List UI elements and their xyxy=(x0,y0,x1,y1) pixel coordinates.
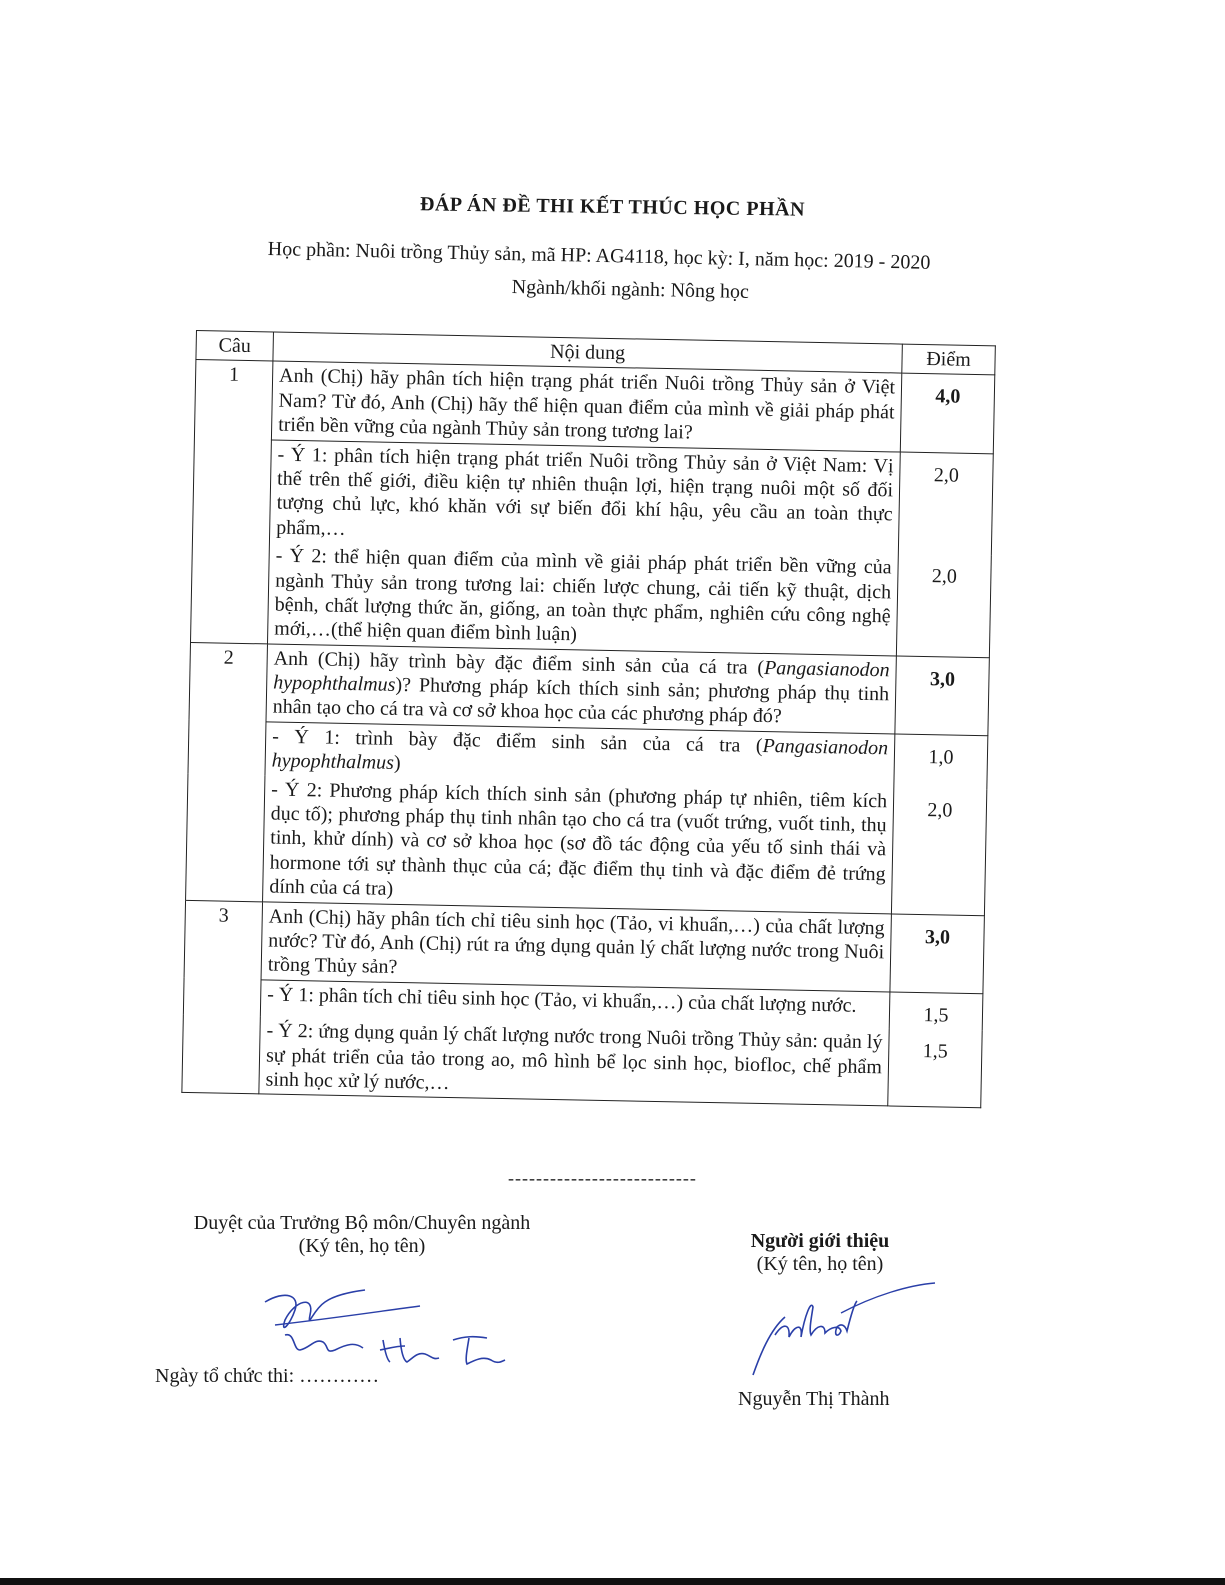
question-text: Anh (Chị) hãy trình bày đặc điểm sinh sản của cá tra (Pangasianodon hypophthalmus)? Phương pháp kích thích sinh sản; phương pháp thụ tinh nhân tạo cho cá tra và cơ sở khoa học của các phương pháp đó? xyxy=(266,644,896,734)
introducer-name: Nguyễn Thị Thành xyxy=(738,1388,890,1410)
header-noi-dung: Nội dung xyxy=(273,332,902,373)
answer-text: - Ý 2: thể hiện quan điểm của mình về giải pháp phát triển bền vững của ngành Thủy sản trong tương lai: chiến lược chung, cải tiến kỹ thuật, dịch bệnh, chất lượng thức ăn, giống, an toàn thực phẩm, nghiên cứu công nghệ mới,…(thể hiện quan điểm bình luận) xyxy=(267,542,898,656)
introducer-title: Người giới thiệu xyxy=(750,1230,890,1252)
table-row xyxy=(191,540,992,657)
approval-block xyxy=(162,1212,562,1258)
question-number: 2 xyxy=(186,642,268,901)
scan-edge-bar xyxy=(0,1578,1225,1585)
header-diem: Điểm xyxy=(902,344,996,375)
introducer-block xyxy=(720,1230,920,1276)
answer-text: - Ý 2: ứng dụng quản lý chất lượng nước trong Nuôi trồng Thủy sản: quản lý sự phát triển của tảo trong ao, mô hình bể lọc sinh học, biofloc, chế phẩm sinh học xử lý nước,… xyxy=(259,1017,889,1107)
separator-line: --------------------------- xyxy=(508,1168,697,1188)
question-text: Anh (Chị) hãy phân tích hiện trạng phát triển Nuôi trồng Thủy sản ở Việt Nam? Từ đó, Anh (Chị) hãy thể hiện quan điểm của mình về giải pháp phát triển bền vững của ngành Thủy sản trong tương lai? xyxy=(271,361,901,451)
document-title: ĐÁP ÁN ĐỀ THI KẾT THÚC HỌC PHẦN xyxy=(419,193,806,221)
answer-score: 1,0 xyxy=(894,734,988,789)
answer-table xyxy=(181,330,996,1109)
question-number: 1 xyxy=(191,360,273,644)
question-score: 3,0 xyxy=(890,914,984,994)
question-score: 4,0 xyxy=(900,373,994,453)
major-info: Ngành/khối ngành: Nông học xyxy=(511,276,750,303)
handwritten-signature-right xyxy=(745,1275,945,1385)
answer-text: - Ý 1: phân tích chỉ tiêu sinh học (Tảo, vi khuẩn,…) của chất lượng nước. xyxy=(260,980,890,1029)
answer-score: 2,0 xyxy=(896,554,991,658)
answer-text: - Ý 1: trình bày đặc điểm sinh sản của cá tra (Pangasianodon hypophthalmus) xyxy=(265,722,895,787)
header-cau: Câu xyxy=(196,331,274,362)
table-row xyxy=(182,1015,982,1108)
question-text: Anh (Chị) hãy phân tích chỉ tiêu sinh học (Tảo, vi khuẩn,…) của chất lượng nước? Từ đó, Anh (Chị) rút ra ứng dụng quản lý chất lượng nước trong Nuôi trồng Thủy sản? xyxy=(261,901,891,991)
question-score: 3,0 xyxy=(895,656,989,736)
course-info: Học phần: Nuôi trồng Thủy sản, mã HP: AG4118, học kỳ: I, năm học: 2019 - 2020 xyxy=(267,238,931,274)
answer-text: - Ý 1: phân tích hiện trạng phát triển Nuôi trồng Thủy sản ở Việt Nam: Vị thế trên thế giới, điều kiện tự nhiên thuận lợi, hiện trạng nuôi một số đối tượng chủ lực, khó khăn với sự biến đổi khí hậu, yêu cầu an toàn thực phẩm,… xyxy=(269,440,900,554)
approval-title: Duyệt của Trưởng Bộ môn/Chuyên ngành xyxy=(193,1212,531,1234)
answer-score: 1,5 xyxy=(888,1029,982,1108)
approval-sub: (Ký tên, họ tên) xyxy=(298,1235,426,1257)
introducer-sub: (Ký tên, họ tên) xyxy=(756,1253,884,1275)
table-row xyxy=(186,774,987,916)
question-number: 3 xyxy=(182,900,263,1094)
table-row xyxy=(192,438,993,555)
exam-date-line: Ngày tổ chức thi: ………… xyxy=(155,1365,380,1387)
answer-score: 2,0 xyxy=(898,452,993,556)
answer-score: 2,0 xyxy=(891,787,986,915)
answer-text: - Ý 2: Phương pháp kích thích sinh sản (phương pháp tự nhiên, tiêm kích dục tố); phương pháp thụ tinh nhân tạo cho cá tra (vuốt trứng, vuốt tinh, thụ tinh, khử dính) và cơ sở khoa học (sơ đồ tác động của yếu tố sinh thái và hormone tới sự thành thục của cá; đặc điểm thụ tinh và đặc điểm đẻ trứng dính của cá tra) xyxy=(263,775,894,914)
answer-score: 1,5 xyxy=(889,992,983,1031)
